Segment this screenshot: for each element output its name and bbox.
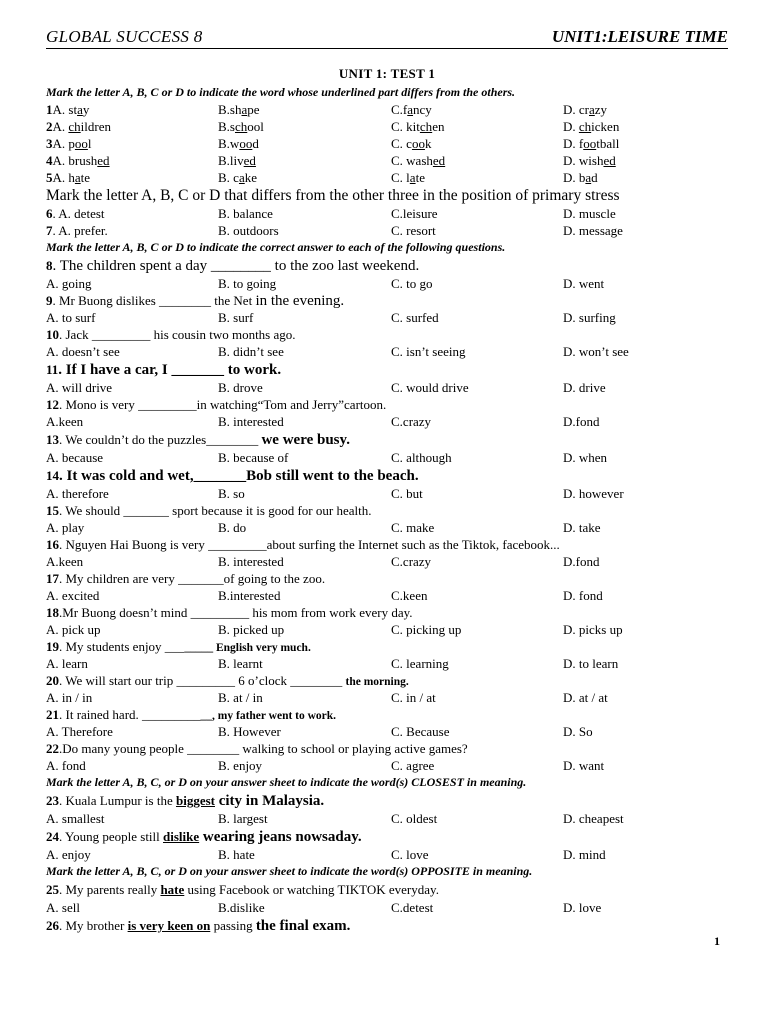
question-20-options xyxy=(46,689,728,706)
option-d: D.fond xyxy=(563,554,600,569)
question-4 xyxy=(46,152,728,169)
option-d: D. want xyxy=(563,758,605,773)
question-14-options xyxy=(46,485,728,502)
question-number: 24 xyxy=(46,829,59,844)
option-text: ke xyxy=(244,170,258,185)
option-text: B. balance xyxy=(218,206,273,221)
option-d xyxy=(563,169,598,186)
option-c: C. love xyxy=(391,847,429,862)
option-d xyxy=(563,222,623,239)
option-a xyxy=(46,152,110,169)
question-number: 13 xyxy=(46,432,59,447)
underlined-part: a xyxy=(589,102,595,117)
option-a xyxy=(46,101,89,118)
option-c: C.keen xyxy=(391,588,428,603)
option-text: te xyxy=(80,170,91,185)
option-text: B.s xyxy=(218,119,235,134)
underlined-part: oo xyxy=(239,136,253,151)
question-15-stem xyxy=(46,502,728,519)
option-text: B.w xyxy=(218,136,240,151)
question-10-options xyxy=(46,343,728,360)
underlined-part: oo xyxy=(74,136,88,151)
instruction-closest: Mark the letter A, B, C, or D on your answer sheet to indicate the word(s) CLOSEST in meaning. xyxy=(46,775,527,789)
option-d xyxy=(563,135,619,152)
option-text: ildren xyxy=(80,119,111,134)
option-d: D. went xyxy=(563,276,605,291)
option-d xyxy=(563,101,607,118)
option-c xyxy=(391,152,445,169)
option-d: D. mind xyxy=(563,847,606,862)
option-text: icken xyxy=(591,119,620,134)
option-a: A. pick up xyxy=(46,622,101,637)
underlined-part: a xyxy=(77,102,83,117)
option-d: D. fond xyxy=(563,588,603,603)
option-b: B. so xyxy=(218,486,245,501)
option-a: A. because xyxy=(46,450,104,465)
question-21-stem xyxy=(46,706,728,723)
question-12-stem xyxy=(46,396,728,413)
option-c: C.detest xyxy=(391,900,434,915)
question-25-options xyxy=(46,899,728,916)
question-24-options xyxy=(46,846,728,863)
question-text: . My parents really xyxy=(59,882,161,897)
option-a: A. learn xyxy=(46,656,88,671)
option-b xyxy=(218,101,260,118)
option-b: B.interested xyxy=(218,588,281,603)
option-c: C. would drive xyxy=(391,380,469,395)
question-number: 23 xyxy=(46,793,59,808)
question-11-stem xyxy=(46,360,728,379)
option-text: A. brush xyxy=(52,153,98,168)
option-a: A.keen xyxy=(46,414,84,429)
header-divider xyxy=(46,48,728,49)
instruction-pronunciation: Mark the letter A, B, C or D to indicate the word whose underlined part differs from the others. xyxy=(46,85,516,99)
question-20-stem xyxy=(46,672,728,689)
option-text: A. detest xyxy=(58,206,105,221)
option-a xyxy=(46,135,92,152)
question-text: . Young people still xyxy=(59,829,164,844)
option-d: D. love xyxy=(563,900,602,915)
key-phrase: is very keen on xyxy=(127,918,211,933)
question-number: 11 xyxy=(46,362,59,377)
pronunciation-questions xyxy=(46,101,728,186)
option-text: tball xyxy=(596,136,620,151)
question-text: . We should _______ sport because it is good for our health. xyxy=(59,503,372,518)
opposite-meaning-questions xyxy=(46,880,728,916)
question-text: . Mono is very _________in watching“Tom and Jerry”cartoon. xyxy=(59,397,387,412)
option-text: C.f xyxy=(391,102,408,117)
option-text: B. outdoors xyxy=(218,223,279,238)
question-number: 8 xyxy=(46,258,53,273)
question-16-options xyxy=(46,553,728,570)
question-text: _____ English very much. xyxy=(184,642,311,654)
underlined-part: ch xyxy=(578,119,592,134)
option-b: B. drove xyxy=(218,380,263,395)
underlined-part: ed xyxy=(243,153,256,168)
option-b xyxy=(218,118,264,135)
option-b: B. However xyxy=(218,724,281,739)
option-b: B. to going xyxy=(218,276,277,291)
question-text: wearing jeans nowsaday. xyxy=(199,829,362,845)
option-a: A. smallest xyxy=(46,811,105,826)
question-text: . The children spent a day ________ to the zoo last weekend. xyxy=(52,258,420,274)
question-9-stem xyxy=(46,292,728,309)
option-text: d xyxy=(591,170,598,185)
question-text: passing xyxy=(210,918,256,933)
underlined-part: a xyxy=(241,102,248,117)
question-text: . Jack _________ his cousin two months ago. xyxy=(59,327,296,342)
option-a: 7. A. prefer. xyxy=(46,223,108,238)
question-10-stem xyxy=(46,326,728,343)
question-2 xyxy=(46,118,728,135)
option-text: B.liv xyxy=(218,153,244,168)
option-b: B. interested xyxy=(218,414,284,429)
option-c xyxy=(391,205,438,222)
question-number: 6 xyxy=(46,206,53,221)
question-text: . My children are very _______of going to the zoo. xyxy=(59,571,326,586)
instruction-correct-answer: Mark the letter A, B, C or D to indicate the correct answer to each of the following questions. xyxy=(46,240,506,254)
underlined-part: ed xyxy=(97,153,110,168)
option-b xyxy=(218,169,257,186)
option-a: A. going xyxy=(46,276,92,291)
header-book-title: GLOBAL SUCCESS 8 xyxy=(46,27,203,46)
option-a: A. play xyxy=(46,520,85,535)
closest-meaning-questions xyxy=(46,791,728,863)
question-number: 2 xyxy=(46,119,53,134)
option-text: y xyxy=(82,102,90,117)
question-18-stem xyxy=(46,604,728,621)
option-text: D. f xyxy=(563,136,584,151)
question-19-options xyxy=(46,655,728,672)
header-unit-title: UNIT1:LEISURE TIME xyxy=(551,27,728,46)
underlined-part: a xyxy=(74,170,81,185)
option-b: B.dislike xyxy=(218,900,265,915)
option-text: A. prefer. xyxy=(58,223,108,238)
option-c xyxy=(391,222,436,239)
option-a: A. in / in xyxy=(46,690,93,705)
option-text: B.sh xyxy=(218,102,242,117)
option-a: A. will drive xyxy=(46,380,113,395)
option-b: B. hate xyxy=(218,847,255,862)
option-c: C. to go xyxy=(391,276,433,291)
option-text: A. p xyxy=(52,136,75,151)
option-a: A. excited xyxy=(46,588,100,603)
question-24-stem xyxy=(46,827,728,846)
option-c: C.crazy xyxy=(391,414,432,429)
option-b xyxy=(218,205,273,222)
multiple-choice-questions xyxy=(46,256,728,774)
question-number: 9 xyxy=(46,293,53,308)
option-b xyxy=(218,152,256,169)
option-c xyxy=(391,118,444,135)
question-text: . My students enjoy ___ xyxy=(59,639,185,654)
question-text: . My brother xyxy=(59,918,128,933)
question-5 xyxy=(46,169,728,186)
question-22-options xyxy=(46,757,728,774)
option-d: D. picks up xyxy=(563,622,623,637)
underlined-part: a xyxy=(409,170,416,185)
option-b: B. enjoy xyxy=(218,758,263,773)
underlined-part: ch xyxy=(419,119,433,134)
option-b: B. didn’t see xyxy=(218,344,284,359)
question-text: .Do many young people ________ walking to school or playing active games? xyxy=(59,741,468,756)
question-text: . It was cold and wet,_______Bob still went to the beach. xyxy=(59,468,419,484)
question-11-options xyxy=(46,379,728,396)
option-d: D. So xyxy=(563,724,593,739)
option-d xyxy=(563,152,616,169)
option-d: D. won’t see xyxy=(563,344,629,359)
key-word: hate xyxy=(160,882,185,897)
question-number: 10 xyxy=(46,327,59,342)
option-text: D. wish xyxy=(563,153,604,168)
option-d: D.fond xyxy=(563,414,600,429)
question-13-options xyxy=(46,449,728,466)
question-number: 4 xyxy=(46,153,53,168)
option-d xyxy=(563,118,619,135)
option-c: C. learning xyxy=(391,656,449,671)
question-text: . It rained hard. _________ xyxy=(59,707,201,722)
option-text: D. muscle xyxy=(563,206,616,221)
question-number: 26 xyxy=(46,918,59,933)
question-text: . Kuala Lumpur is the xyxy=(59,793,176,808)
option-a xyxy=(46,169,90,186)
option-c: C.crazy xyxy=(391,554,432,569)
option-a: 6. A. detest xyxy=(46,206,105,221)
option-c: C. make xyxy=(391,520,435,535)
question-18-options xyxy=(46,621,728,638)
question-15-options xyxy=(46,519,728,536)
option-b: B. because of xyxy=(218,450,289,465)
underlined-part: oo xyxy=(583,136,597,151)
question-6 xyxy=(46,205,728,222)
option-text: C. c xyxy=(391,136,412,151)
option-c: C. agree xyxy=(391,758,435,773)
option-c xyxy=(391,169,425,186)
option-c: C. Because xyxy=(391,724,450,739)
question-1 xyxy=(46,101,728,118)
page-header xyxy=(46,27,728,49)
question-text: using Facebook or watching TIKTOK everyday. xyxy=(184,882,439,897)
option-text: C. resort xyxy=(391,223,436,238)
question-23-stem xyxy=(46,791,728,810)
question-22-stem xyxy=(46,740,728,757)
question-number: 5 xyxy=(46,170,53,185)
question-text: . We will start our trip _________ 6 o’clock ________ xyxy=(59,673,346,688)
option-text: D. cr xyxy=(563,102,589,117)
question-8-options xyxy=(46,275,728,292)
question-text: we were busy. xyxy=(261,432,350,448)
option-b: B. surf xyxy=(218,310,254,325)
question-number: 25 xyxy=(46,882,59,897)
option-text: l xyxy=(87,136,92,151)
question-number: 22 xyxy=(46,741,59,756)
option-d: D. cheapest xyxy=(563,811,624,826)
underlined-part: ch xyxy=(234,119,248,134)
option-d: D. at / at xyxy=(563,690,608,705)
underlined-part: ed xyxy=(432,153,446,168)
option-c: C. surfed xyxy=(391,310,439,325)
question-26 xyxy=(46,916,728,935)
question-3 xyxy=(46,135,728,152)
option-d xyxy=(563,205,616,222)
option-c: C. picking up xyxy=(391,622,462,637)
question-text: . Mr Buong dislikes ________ the Net xyxy=(52,293,256,308)
question-16-stem xyxy=(46,536,728,553)
option-a: A. fond xyxy=(46,758,86,773)
question-13-stem xyxy=(46,430,728,449)
option-c xyxy=(391,101,432,118)
question-number: 17 xyxy=(46,571,59,586)
question-number: 15 xyxy=(46,503,59,518)
option-a: A.keen xyxy=(46,554,84,569)
option-text: C.leisure xyxy=(391,206,438,221)
option-b: B. at / in xyxy=(218,690,263,705)
underlined-part: oo xyxy=(411,136,425,151)
option-text: ncy xyxy=(413,102,432,117)
option-text: A. h xyxy=(52,170,75,185)
option-c xyxy=(391,135,431,152)
option-d: D. to learn xyxy=(563,656,619,671)
question-text: . We couldn’t do the puzzles________ xyxy=(59,432,262,447)
option-a: A. sell xyxy=(46,900,80,915)
option-text: D. xyxy=(563,119,579,134)
option-text: D. b xyxy=(563,170,586,185)
option-b: B. picked up xyxy=(218,622,285,637)
option-d: D. surfing xyxy=(563,310,616,325)
question-number: 21 xyxy=(46,707,59,722)
question-17-options xyxy=(46,587,728,604)
question-number: 14 xyxy=(46,468,59,483)
option-text: d xyxy=(252,136,259,151)
question-text: the morning. xyxy=(345,676,409,688)
option-a xyxy=(46,118,111,135)
question-17-stem xyxy=(46,570,728,587)
stress-questions xyxy=(46,205,728,239)
option-a: A. to surf xyxy=(46,310,96,325)
option-c: C. but xyxy=(391,486,423,501)
question-number: 7 xyxy=(46,223,53,238)
question-8-stem xyxy=(46,256,728,275)
underlined-part: ch xyxy=(68,119,81,134)
option-c: C. although xyxy=(391,450,452,465)
option-c: C. in / at xyxy=(391,690,436,705)
option-text: te xyxy=(415,170,425,185)
question-14-stem xyxy=(46,466,728,485)
option-text: zy xyxy=(594,102,608,117)
option-b: B. interested xyxy=(218,554,284,569)
option-d: D. drive xyxy=(563,380,606,395)
question-9-options xyxy=(46,309,728,326)
test-title: UNIT 1: TEST 1 xyxy=(338,66,436,81)
question-number: 3 xyxy=(46,136,53,151)
question-number: 18 xyxy=(46,605,59,620)
question-21-options xyxy=(46,723,728,740)
option-a: A. doesn’t see xyxy=(46,344,120,359)
page-number: 1 xyxy=(714,934,720,948)
option-b: B. largest xyxy=(218,811,268,826)
key-word: dislike xyxy=(163,829,200,844)
question-number: 16 xyxy=(46,537,59,552)
question-23-options xyxy=(46,810,728,827)
underlined-part: a xyxy=(585,170,592,185)
option-b xyxy=(218,135,259,152)
option-b: B. learnt xyxy=(218,656,263,671)
option-text: C. kit xyxy=(391,119,420,134)
option-d: D. take xyxy=(563,520,601,535)
option-b: B. do xyxy=(218,520,247,535)
underlined-part: a xyxy=(238,170,245,185)
question-number: 20 xyxy=(46,673,59,688)
question-7 xyxy=(46,222,728,239)
option-text: A. xyxy=(52,119,69,134)
underlined-part: a xyxy=(407,102,414,117)
question-number: 19 xyxy=(46,639,59,654)
underlined-part: ed xyxy=(603,153,616,168)
key-word: biggest xyxy=(175,793,215,808)
question-text: . If I have a car, I _______ to work. xyxy=(58,362,282,378)
option-text: D. message xyxy=(563,223,623,238)
option-text: C. wash xyxy=(391,153,433,168)
instruction-stress: Mark the letter A, B, C or D that differs from the other three in the position of primary stress xyxy=(46,187,620,204)
question-text: the final exam. xyxy=(255,918,351,934)
question-25-stem xyxy=(46,880,728,899)
option-text: A. st xyxy=(52,102,78,117)
option-text: k xyxy=(424,136,432,151)
question-text: .Mr Buong doesn’t mind _________ his mom from work every day. xyxy=(59,605,413,620)
option-d: D. however xyxy=(563,486,624,501)
option-d: D. when xyxy=(563,450,608,465)
question-text: . Nguyen Hai Buong is very _________about surfing the Internet such as the Tiktok, facebook... xyxy=(59,537,560,552)
question-number: 1 xyxy=(46,102,53,117)
question-19-stem xyxy=(46,638,728,655)
instruction-opposite: Mark the letter A, B, C, or D on your answer sheet to indicate the word(s) OPPOSITE in meaning. xyxy=(46,864,533,878)
option-b xyxy=(218,222,279,239)
option-text: ool xyxy=(247,119,264,134)
option-text: en xyxy=(432,119,445,134)
option-c: C. oldest xyxy=(391,811,438,826)
question-text: in the evening. xyxy=(255,293,345,309)
option-a: A. enjoy xyxy=(46,847,91,862)
option-text: pe xyxy=(247,102,260,117)
option-c: C. isn’t seeing xyxy=(391,344,466,359)
option-text: C. l xyxy=(391,170,410,185)
question-number: 12 xyxy=(46,397,59,412)
question-text: city in Malaysia. xyxy=(214,793,325,809)
question-text: __, my father went to work. xyxy=(200,710,337,722)
option-a: A. therefore xyxy=(46,486,109,501)
option-a: A. Therefore xyxy=(46,724,113,739)
option-text: B. c xyxy=(218,170,239,185)
question-12-options xyxy=(46,413,728,430)
test-content xyxy=(46,64,728,935)
